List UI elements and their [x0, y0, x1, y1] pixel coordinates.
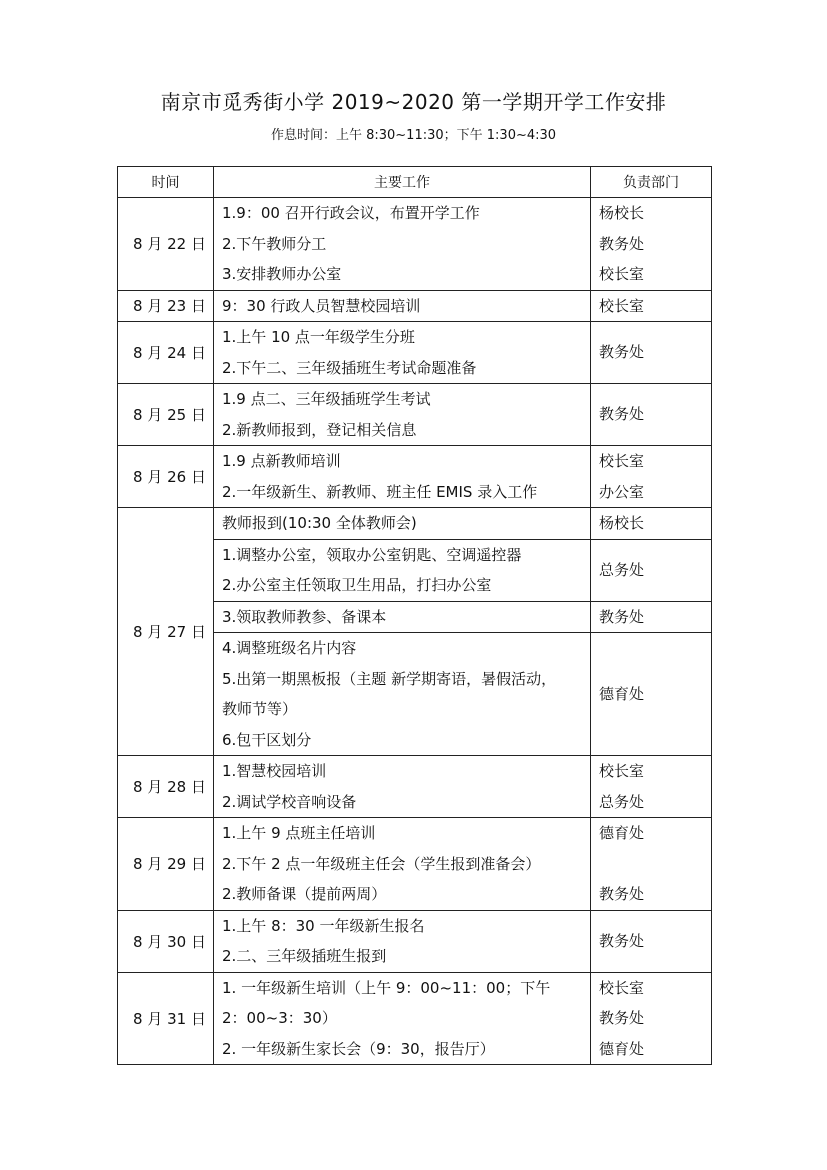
task-item: 3.安排教师办公室 — [222, 265, 342, 283]
department-cell — [591, 756, 712, 818]
task-item: 1.9：00 召开行政会议，布置开学工作 — [222, 204, 480, 222]
table-row — [118, 322, 712, 384]
department-name: 校长室 — [599, 762, 645, 780]
schedule-table — [117, 166, 712, 1065]
tasks-cell — [214, 539, 591, 601]
tasks-cell — [214, 446, 591, 508]
task-item: 2.办公室主任领取卫生用品，打扫办公室 — [222, 576, 492, 594]
tasks-cell — [214, 322, 591, 384]
date-cell: 8 月 24 日 — [118, 322, 214, 384]
task-item: 教师节等） — [222, 700, 298, 718]
department-cell — [591, 290, 712, 322]
date-cell: 8 月 26 日 — [118, 446, 214, 508]
task-item: 2.二、三年级插班生报到 — [222, 947, 387, 965]
date-cell: 8 月 28 日 — [118, 756, 214, 818]
table-row — [118, 198, 712, 291]
table-row — [118, 446, 712, 508]
task-item: 1. 一年级新生培训（上午 9：00~11：00；下午 — [222, 978, 551, 997]
department-name: 教务处 — [599, 885, 645, 903]
task-item: 6.包干区划分 — [222, 730, 312, 749]
header-time: 时间 — [118, 167, 214, 198]
department-cell — [591, 972, 712, 1065]
tasks-cell — [214, 384, 591, 446]
tasks-cell — [214, 910, 591, 972]
department-name: 校长室 — [599, 978, 645, 997]
task-item: 1.调整办公室，领取办公室钥匙、空调遥控器 — [222, 545, 522, 564]
department-cell — [591, 601, 712, 633]
table-row — [118, 290, 712, 322]
task-item: 9：30 行政人员智慧校园培训 — [222, 296, 421, 315]
department-name: 教务处 — [599, 1009, 645, 1027]
task-item: 5.出第一期黑板报（主题 新学期寄语，暑假活动， — [222, 669, 557, 688]
department-name: 教务处 — [599, 234, 645, 253]
document-title: 南京市觅秀街小学 2019~2020 第一学期开学工作安排 — [160, 90, 667, 114]
task-item: 4.调整班级名片内容 — [222, 639, 357, 657]
department-name: 德育处 — [599, 684, 645, 703]
task-item: 2.下午二、三年级插班生考试命题准备 — [222, 358, 477, 377]
department-cell — [591, 818, 712, 911]
department-name: 校长室 — [599, 265, 645, 283]
department-cell — [591, 322, 712, 384]
table-header — [118, 167, 712, 198]
task-item: 1.上午 8：30 一年级新生报名 — [222, 916, 425, 935]
date-cell: 8 月 22 日 — [118, 198, 214, 291]
date-cell: 8 月 30 日 — [118, 910, 214, 972]
date-cell: 8 月 31 日 — [118, 972, 214, 1065]
department-name: 校长室 — [599, 296, 645, 315]
task-item: 3.领取教师教参、备课本 — [222, 607, 387, 626]
department-name: 总务处 — [599, 792, 645, 811]
date-cell: 8 月 29 日 — [118, 818, 214, 911]
task-item: 2.调试学校音响设备 — [222, 792, 357, 811]
department-name: 德育处 — [599, 824, 645, 842]
tasks-cell — [214, 198, 591, 291]
department-name: 教务处 — [599, 607, 645, 626]
task-item: 1.9 点新教师培训 — [222, 452, 341, 470]
task-item: 1.上午 9 点班主任培训 — [222, 824, 376, 842]
task-item: 1.智慧校园培训 — [222, 762, 327, 780]
date-cell: 8 月 25 日 — [118, 384, 214, 446]
header-main-work: 主要工作 — [214, 167, 591, 198]
table-row — [118, 756, 712, 818]
header-department: 负责部门 — [591, 167, 712, 198]
tasks-cell — [214, 508, 591, 540]
department-name: 教务处 — [599, 931, 645, 950]
task-item: 1.上午 10 点一年级学生分班 — [222, 328, 415, 346]
tasks-cell — [214, 601, 591, 633]
tasks-cell — [214, 972, 591, 1065]
department-name: 校长室 — [599, 452, 645, 470]
task-item: 2.新教师报到，登记相关信息 — [222, 420, 417, 439]
department-cell — [591, 508, 712, 540]
task-item: 1.9 点二、三年级插班学生考试 — [222, 390, 431, 408]
task-item: 2：00~3：30） — [222, 1009, 337, 1027]
department-cell — [591, 910, 712, 972]
table-row — [118, 508, 712, 540]
tasks-cell — [214, 633, 591, 756]
task-item: 2.下午教师分工 — [222, 234, 327, 253]
task-item: 2.下午 2 点一年级班主任会（学生报到准备会） — [222, 854, 541, 873]
department-name: 教务处 — [599, 343, 645, 362]
department-name: 教务处 — [599, 405, 645, 424]
department-name: 总务处 — [599, 560, 645, 579]
table-row — [118, 384, 712, 446]
table-body — [118, 198, 712, 1065]
department-cell — [591, 198, 712, 291]
tasks-cell — [214, 756, 591, 818]
department-name: 杨校长 — [599, 514, 645, 532]
task-item: 2. 一年级新生家长会（9：30，报告厅） — [222, 1039, 495, 1058]
table-row — [118, 972, 712, 1065]
task-item: 教师报到(10:30 全体教师会) — [222, 514, 417, 532]
header-row — [118, 167, 712, 198]
department-name: 杨校长 — [599, 204, 645, 222]
department-cell — [591, 539, 712, 601]
date-cell: 8 月 27 日 — [118, 508, 214, 756]
table-row — [118, 818, 712, 911]
date-cell: 8 月 23 日 — [118, 290, 214, 322]
department-name: 办公室 — [599, 482, 645, 501]
tasks-cell — [214, 818, 591, 911]
task-item: 2.教师备课（提前两周） — [222, 885, 387, 903]
table-row — [118, 910, 712, 972]
department-name: 德育处 — [599, 1039, 645, 1058]
tasks-cell — [214, 290, 591, 322]
department-name — [599, 849, 711, 880]
schedule-hours: 作息时间：上午 8:30~11:30；下午 1:30~4:30 — [270, 128, 557, 143]
department-cell — [591, 633, 712, 756]
department-cell — [591, 384, 712, 446]
task-item: 2.一年级新生、新教师、班主任 EMIS 录入工作 — [222, 482, 538, 501]
department-cell — [591, 446, 712, 508]
